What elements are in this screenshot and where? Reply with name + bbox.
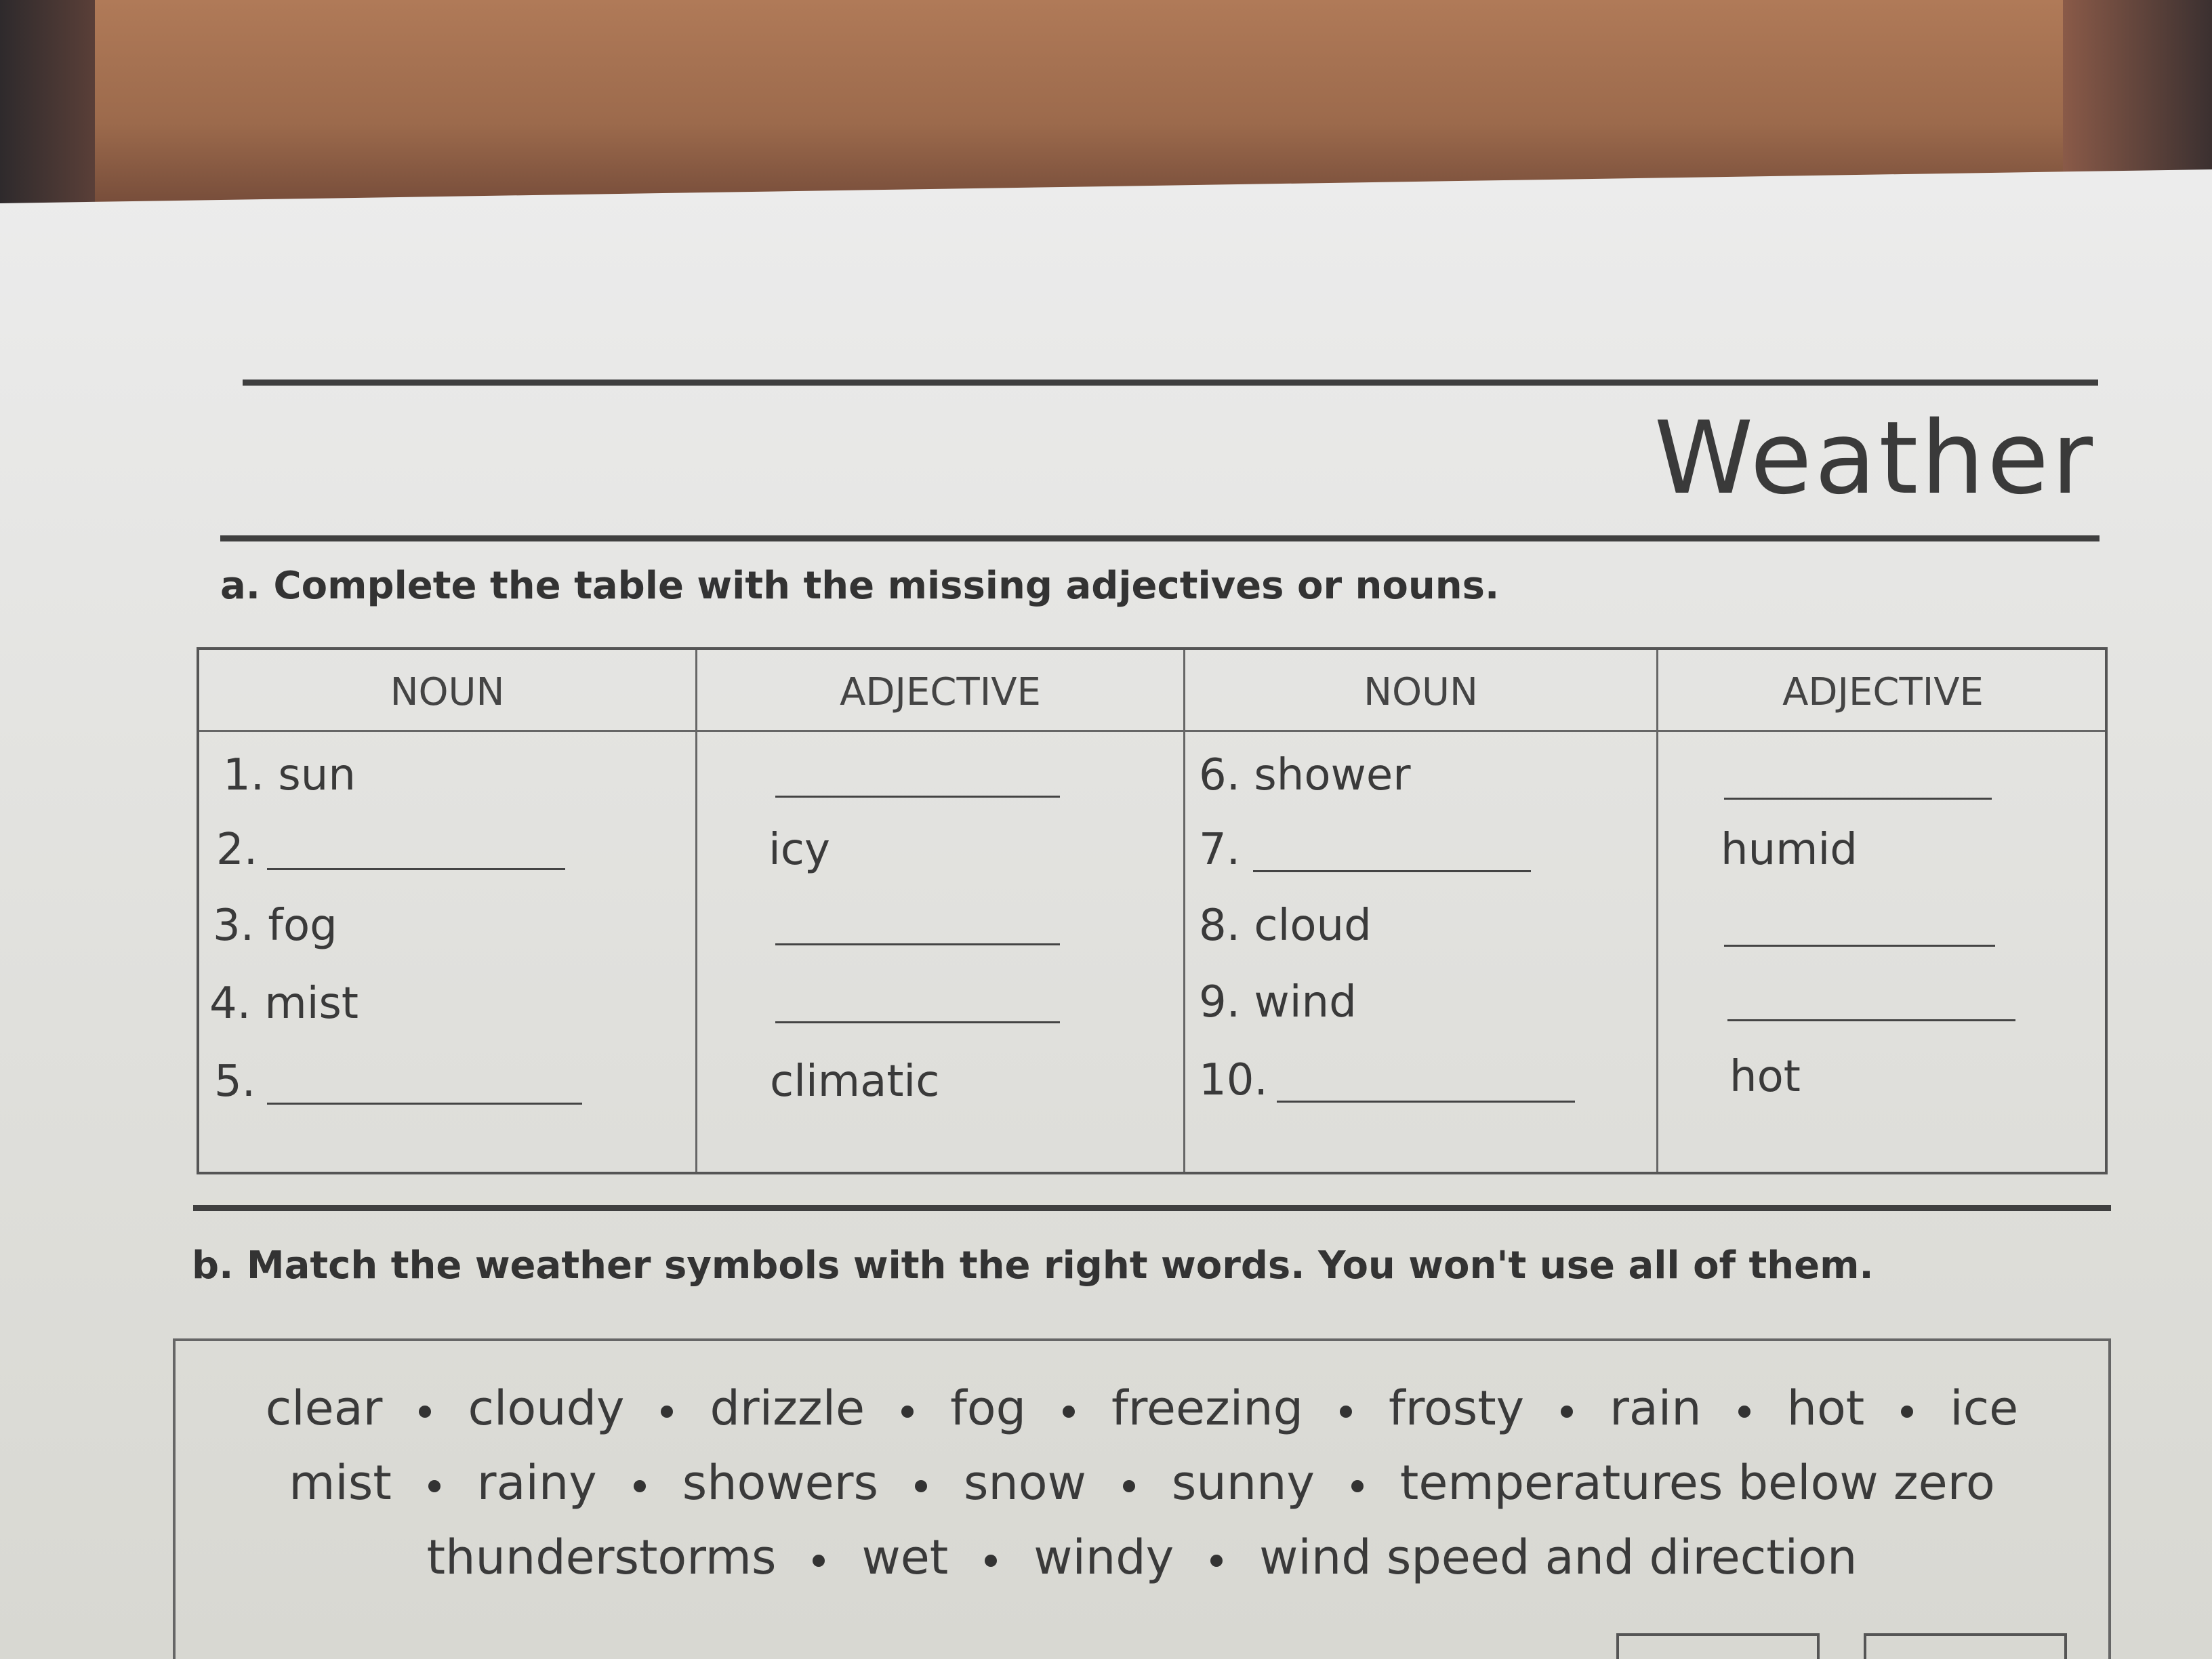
noun-cell-8: 8. cloud <box>1199 901 1372 951</box>
table-header-noun-2: NOUN <box>1364 670 1478 714</box>
table-divider-2 <box>1183 650 1185 1172</box>
word-bank-item: ice <box>1950 1380 2019 1436</box>
word-bank-box <box>173 1338 2111 1659</box>
noun-cell-10: 10. <box>1199 1055 1268 1105</box>
word-bank-item: windy <box>1033 1530 1174 1585</box>
word-bank-item: wind speed and direction <box>1259 1530 1858 1585</box>
bullet-separator <box>1340 1406 1352 1418</box>
bullet-separator <box>1738 1406 1750 1418</box>
table-header-noun-1: NOUN <box>390 670 505 714</box>
bullet-separator <box>634 1480 646 1492</box>
page-title: Weather <box>1654 400 2095 516</box>
section-a-instruction: a. Complete the table with the missing adjectives or nouns. <box>220 564 1500 608</box>
bullet-separator <box>428 1480 441 1492</box>
word-bank-line-1 <box>176 1380 2108 1436</box>
word-bank-item: rainy <box>476 1455 597 1511</box>
section-b-instruction: b. Match the weather symbols with the right words. You won't use all of them. <box>192 1244 1874 1288</box>
bullet-separator <box>915 1480 927 1492</box>
title-underline-rule <box>220 535 2100 541</box>
word-bank-item: snow <box>963 1455 1086 1511</box>
noun-cell-3: 3. fog <box>213 901 337 951</box>
answer-blank-adjective-3[interactable] <box>775 943 1060 945</box>
bullet-separator <box>813 1555 825 1567</box>
table-divider-1 <box>695 650 697 1172</box>
word-bank-item: clear <box>265 1380 383 1436</box>
answer-blank-adjective-9[interactable] <box>1727 1019 2015 1021</box>
top-rule <box>243 380 2098 386</box>
background-shadow-left <box>0 0 95 224</box>
bullet-separator <box>1123 1480 1135 1492</box>
noun-cell-7: 7. <box>1199 825 1241 875</box>
bullet-separator <box>901 1406 914 1418</box>
answer-blank-adjective-1[interactable] <box>775 796 1060 798</box>
adjective-cell-7: humid <box>1721 825 1858 875</box>
noun-cell-2: 2. <box>216 825 258 875</box>
word-bank-item: drizzle <box>710 1380 865 1436</box>
noun-cell-9: 9. wind <box>1199 977 1357 1027</box>
noun-cell-6: 6. shower <box>1199 750 1411 800</box>
word-bank-item: showers <box>682 1455 878 1511</box>
word-bank-line-3 <box>176 1530 2108 1585</box>
symbol-box-edge-1 <box>1616 1633 1820 1659</box>
section-b-rule <box>193 1205 2111 1211</box>
adjective-cell-10: hot <box>1729 1052 1801 1102</box>
bullet-separator <box>1063 1406 1075 1418</box>
answer-blank-adjective-4[interactable] <box>775 1021 1060 1023</box>
symbol-box-edge-2 <box>1864 1633 2067 1659</box>
noun-cell-4: 4. mist <box>209 979 359 1029</box>
table-divider-3 <box>1656 650 1658 1172</box>
word-bank-item: mist <box>289 1455 392 1511</box>
bullet-separator <box>661 1406 673 1418</box>
word-bank-item: rain <box>1610 1380 1702 1436</box>
adjective-cell-2: icy <box>769 825 830 875</box>
word-bank-item: hot <box>1786 1380 1865 1436</box>
bullet-separator <box>985 1555 997 1567</box>
word-bank-line-2 <box>176 1455 2108 1511</box>
noun-cell-1: 1. sun <box>223 750 356 800</box>
bullet-separator <box>1901 1406 1913 1418</box>
word-bank-item: wet <box>861 1530 949 1585</box>
bullet-separator <box>1561 1406 1573 1418</box>
word-bank-item: freezing <box>1111 1380 1304 1436</box>
bullet-separator <box>1351 1480 1364 1492</box>
bullet-separator <box>1210 1555 1223 1567</box>
word-bank-item: frosty <box>1389 1380 1525 1436</box>
answer-blank-adjective-8[interactable] <box>1724 945 1995 947</box>
bullet-separator <box>419 1406 431 1418</box>
answer-blank-noun-5[interactable] <box>267 1103 582 1105</box>
word-table <box>197 647 2108 1174</box>
word-bank-item: cloudy <box>468 1380 625 1436</box>
answer-blank-adjective-6[interactable] <box>1724 798 1992 800</box>
table-header-adjective-1: ADJECTIVE <box>840 670 1041 714</box>
word-bank-item: thunderstorms <box>426 1530 777 1585</box>
word-bank-item: fog <box>950 1380 1027 1436</box>
noun-cell-5: 5. <box>214 1057 256 1107</box>
answer-blank-noun-2[interactable] <box>267 868 565 870</box>
table-header-adjective-2: ADJECTIVE <box>1782 670 1984 714</box>
adjective-cell-5: climatic <box>770 1057 940 1107</box>
answer-blank-noun-7[interactable] <box>1253 870 1531 872</box>
word-bank-item: temperatures below zero <box>1399 1455 1995 1511</box>
table-header-divider <box>199 730 2105 732</box>
word-bank-item: sunny <box>1171 1455 1315 1511</box>
answer-blank-noun-10[interactable] <box>1277 1101 1575 1103</box>
